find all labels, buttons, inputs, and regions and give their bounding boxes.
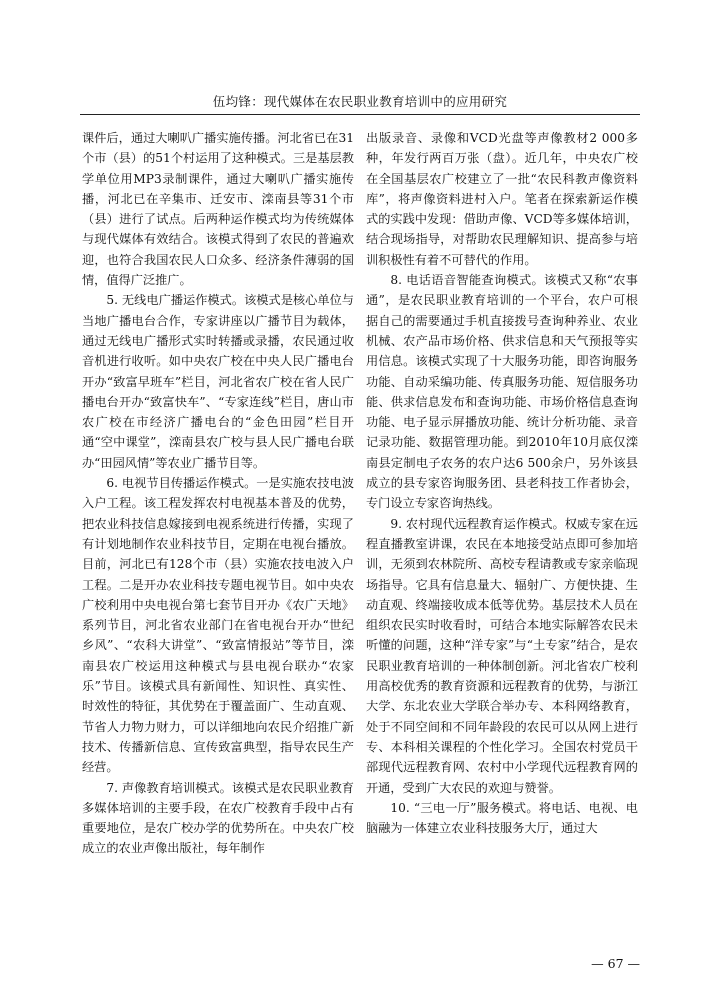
header-rule xyxy=(80,114,640,115)
right-column xyxy=(366,128,638,838)
paragraph: 课件后，通过大喇叭广播实施传播。河北省已在31个市（县）的51个村运用了这种模式。三是基层教学单位用MP3录制课件，通过大喇叭广播实施传播，河北已在辛集市、迁安市、滦南县等31个市（县）进行了试点。后两种运作模式均为传统媒体与现代媒体有效结合。该模式得到了农民的普遍欢迎，也符合我国农民人口众多、经济条件薄弱的国情，值得广泛推广。 xyxy=(82,131,354,288)
running-header: 伍均锋：现代媒体在农民职业教育培训中的应用研究 xyxy=(212,94,508,109)
paragraph: 10. “三电一厅”服务模式。将电话、电视、电脑融为一体建立农业科技服务大厅，通过大 xyxy=(366,800,638,836)
left-column xyxy=(82,128,354,859)
paragraph: 8. 电话语音智能查询模式。该模式又称“农事通”，是农民职业教育培训的一个平台，农户可根据自己的需要通过手机直接拨号查询种养业、农业机械、农产品市场价格、供求信息和天气预报等实用信息。该模式实现了十大服务功能，即咨询服务功能、自动采编功能、传真服务功能、短信服务功能、供求信息发布和查询功能、市场价格信息查询功能、电子显示屏播放功能、统计分析功能、录音记录功能、数据管理功能。到2010年10月底仅滦南县定制电子农务的农户达6 500余户，另外该县成立的县专家咨询服务团、县老科技工作者协会，专门设立专家咨询热线。 xyxy=(366,273,638,511)
paragraph: 6. 电视节目传播运作模式。一是实施农技电波入户工程。该工程发挥农村电视基本普及的优势，把农业科技信息嫁接到电视系统进行传播，实现了有计划地制作农业科技节目，定期在电视台播放。目前，河北已有128个市（县）实施农技电波入户工程。二是开办农业科技专题电视节目。如中央农广校利用中央电视台第七套节目开办《农广天地》系列节目，河北省农业部门在省电视台开办“世纪乡风”、“农科大讲堂”、“致富情报站”等节目，滦南县农广校运用这种模式与县电视台联办“农家乐”节目。该模式具有新闻性、知识性、真实性、时效性的特征，其优势在于覆盖面广、生动直观、节省人力物力财力，可以详细地向农民介绍推广新技术、传播新信息、宣传致富典型，指导农民生产经营。 xyxy=(82,476,354,775)
paragraph: 9. 农村现代远程教育运作模式。权威专家在远程直播教室讲课，农民在本地接受站点即可参加培训，无须到农林院所、高校专程请教或专家亲临现场指导。它具有信息量大、辐射广、方便快捷、生动直观、终端接收成本低等优势。基层技术人员在组织农民实时收看时，可结合本地实际解答农民未听懂的问题，这种“洋专家”与“土专家”结合，是农民职业教育培训的一种体制创新。河北省农广校利用高校优秀的教育资源和远程教育的优势，与浙江大学、东北农业大学联合举办专、本科网络教育，处于不同空间和不同年龄段的农民可以从网上进行专、本科相关课程的个性化学习。全国农村党员干部现代远程教育网、农村中小学现代远程教育网的开通，受到广大农民的欢迎与赞誉。 xyxy=(366,516,638,795)
paragraph: 5. 无线电广播运作模式。该模式是核心单位与当地广播电台合作，专家讲座以广播节目为载体，通过无线电广播形式实时转播或录播，农民通过收音机进行收听。如中央农广校在中央人民广播电台开办“致富早班车”栏目，河北省农广校在省人民广播电台开办“致富快车”、“专家连线”栏目，唐山市农广校在市经济广播电台的“金色田园”栏目开通“空中课堂”，滦南县农广校与县人民广播电台联办“田园风情”等农业广播节目等。 xyxy=(82,293,354,470)
page-number: — 67 — xyxy=(591,956,640,971)
paragraph: 出版录音、录像和VCD光盘等声像教材2 000多种，年发行两百万张（盘）。近几年，中央农广校在全国基层农广校建立了一批“农民科教声像资料库”，将声像资料进村入户。笔者在探索新运作模式的实践中发现：借助声像、VCD等多媒体培训，结合现场指导，对帮助农民理解知识、提高参与培训积极性有着不可替代的作用。 xyxy=(366,131,638,267)
paragraph: 7. 声像教育培训模式。该模式是农民职业教育多媒体培训的主要手段，在农广校教育手段中占有重要地位，是农广校办学的优势所在。中央农广校成立的农业声像出版社，每年制作 xyxy=(82,780,354,856)
